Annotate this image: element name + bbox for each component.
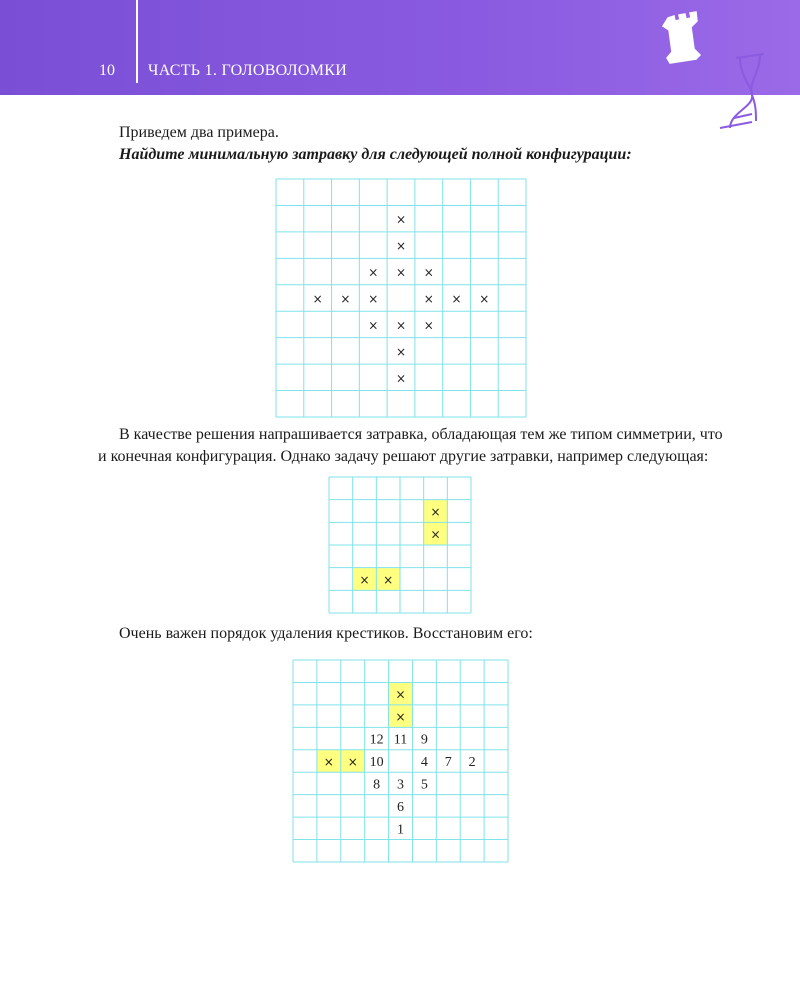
solution-text-line1: В качестве решения напрашивается затравка, обладающая тем же типом симметрии, что — [119, 426, 723, 443]
order-number: 10 — [369, 755, 384, 770]
cross-mark: × — [368, 265, 379, 280]
cross-mark: × — [359, 573, 370, 587]
order-number: 11 — [393, 732, 408, 748]
cross-mark: × — [383, 573, 394, 587]
puzzle-grid-seed — [328, 476, 472, 614]
cross-mark: × — [395, 371, 407, 386]
chapter-title: ЧАСТЬ 1. ГОЛОВОЛОМКИ — [148, 62, 348, 79]
order-number: 1 — [397, 822, 404, 838]
order-number: 12 — [369, 732, 384, 748]
cross-mark: × — [395, 212, 407, 227]
cross-mark: × — [347, 755, 358, 769]
cross-mark: × — [395, 239, 407, 254]
solution-text-line2: и конечная конфигурация. Однако задачу решают другие затравки, например следующая: — [98, 448, 709, 465]
cross-mark: × — [368, 318, 379, 333]
task-text: Найдите минимальную затравку для следующей полной конфигурации: — [119, 146, 632, 163]
order-number: 5 — [420, 777, 428, 793]
cross-mark: × — [395, 710, 406, 725]
cross-mark: × — [395, 265, 407, 280]
cross-mark: × — [430, 505, 441, 519]
header-divider — [136, 0, 138, 83]
chess-rook-icon — [663, 12, 700, 63]
puzzle-grid-removal-order — [292, 659, 509, 863]
header-decoration — [630, 0, 800, 150]
hourglass-icon — [720, 54, 764, 128]
intro-text: Приведем два примера. — [119, 124, 279, 141]
cross-mark: × — [323, 755, 334, 769]
order-text: Очень важен порядок удаления крестиков. Восстановим его: — [119, 625, 533, 642]
page-number: 10 — [99, 62, 115, 79]
order-number: 4 — [420, 755, 428, 770]
cross-mark: × — [423, 292, 434, 306]
cross-mark: × — [395, 318, 407, 333]
order-number: 3 — [397, 777, 404, 793]
order-number: 9 — [420, 732, 428, 748]
puzzle-grid-full-configuration — [275, 178, 527, 418]
cross-mark: × — [430, 527, 441, 542]
cross-mark: × — [423, 318, 434, 333]
cross-mark: × — [368, 292, 379, 306]
cross-mark: × — [423, 265, 434, 280]
cross-mark: × — [340, 292, 351, 306]
cross-mark: × — [395, 344, 407, 359]
order-number: 6 — [397, 799, 404, 815]
cross-mark: × — [451, 292, 462, 306]
order-number: 8 — [373, 777, 381, 793]
cross-mark: × — [479, 292, 490, 306]
order-number: 7 — [444, 755, 452, 770]
order-number: 2 — [468, 755, 476, 770]
cross-mark: × — [312, 292, 323, 306]
cross-mark: × — [395, 687, 406, 702]
